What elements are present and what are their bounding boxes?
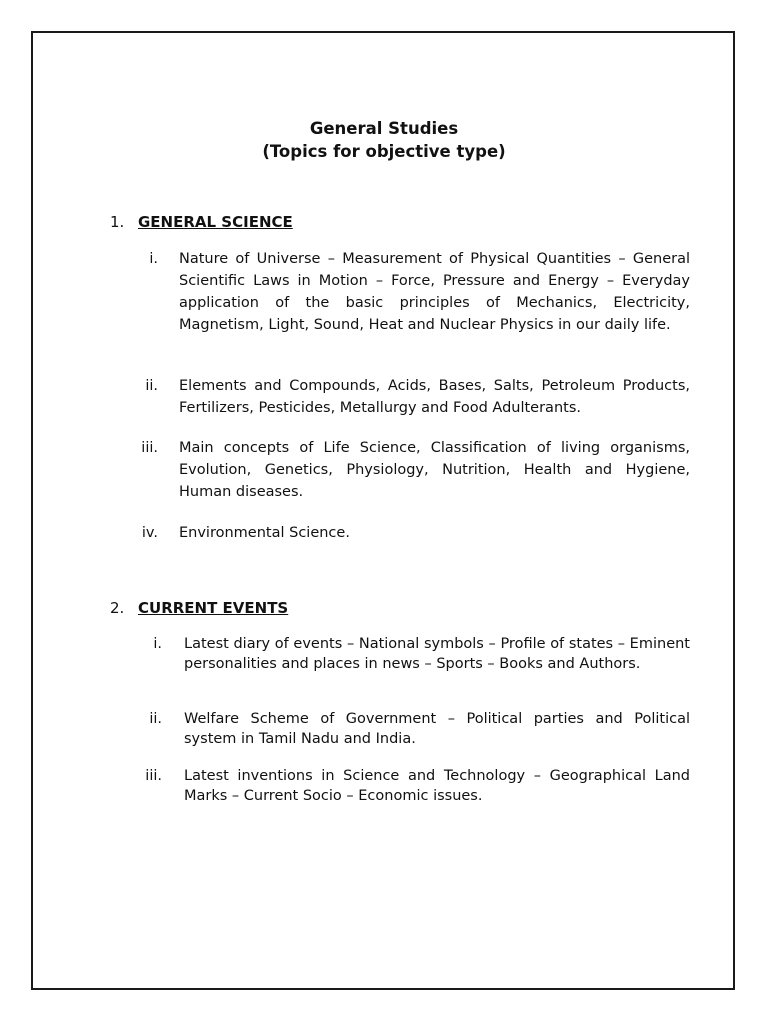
item-text: Main concepts of Life Science, Classification of living organisms, Evolution, Genetics, Physiology, Nutrition, Health and Hygiene, Human diseases. bbox=[179, 440, 690, 500]
item-text: Latest diary of events – National symbols – Profile of states – Eminent personalities and places in news – Sports – Books and Authors. bbox=[184, 636, 690, 672]
item-text: Elements and Compounds, Acids, Bases, Salts, Petroleum Products, Fertilizers, Pesticides, Metallurgy and Food Adulterants. bbox=[179, 378, 690, 416]
document-title: General Studies bbox=[309, 119, 459, 138]
section-title: CURRENT EVENTS bbox=[138, 599, 289, 617]
section-heading-current-events bbox=[110, 598, 288, 618]
item-numeral: i. bbox=[153, 636, 162, 652]
page-border bbox=[31, 31, 735, 990]
item-numeral: iii. bbox=[145, 768, 162, 784]
section-heading-general-science bbox=[110, 212, 293, 232]
list-item bbox=[120, 522, 690, 544]
item-numeral: iii. bbox=[141, 440, 158, 456]
item-numeral: ii. bbox=[149, 711, 162, 727]
item-text: Welfare Scheme of Government – Political parties and Political system in Tamil Nadu and India. bbox=[184, 711, 690, 747]
section-number: 1. bbox=[110, 213, 125, 231]
list-item bbox=[120, 375, 690, 419]
list-item bbox=[120, 437, 690, 503]
document-title-block bbox=[0, 117, 768, 163]
item-text: Latest inventions in Science and Technology – Geographical Land Marks – Current Socio – Economic issues. bbox=[184, 768, 690, 804]
section-number: 2. bbox=[110, 599, 125, 617]
list-item bbox=[120, 248, 690, 336]
list-item bbox=[120, 634, 690, 674]
document-subtitle: (Topics for objective type) bbox=[262, 142, 506, 161]
list-item bbox=[120, 766, 690, 806]
section-title: GENERAL SCIENCE bbox=[138, 213, 293, 231]
list-item bbox=[120, 709, 690, 749]
item-text: Environmental Science. bbox=[179, 525, 350, 541]
item-text: Nature of Universe – Measurement of Physical Quantities – General Scientific Laws in Motion – Force, Pressure and Energy – Everyday application of the basic principles of Mechanics, Electricity, Magnetism, Light, Sound, Heat and Nuclear Physics in our daily life. bbox=[179, 251, 690, 333]
item-numeral: iv. bbox=[141, 525, 158, 541]
item-numeral: i. bbox=[149, 251, 158, 267]
item-numeral: ii. bbox=[145, 378, 158, 394]
